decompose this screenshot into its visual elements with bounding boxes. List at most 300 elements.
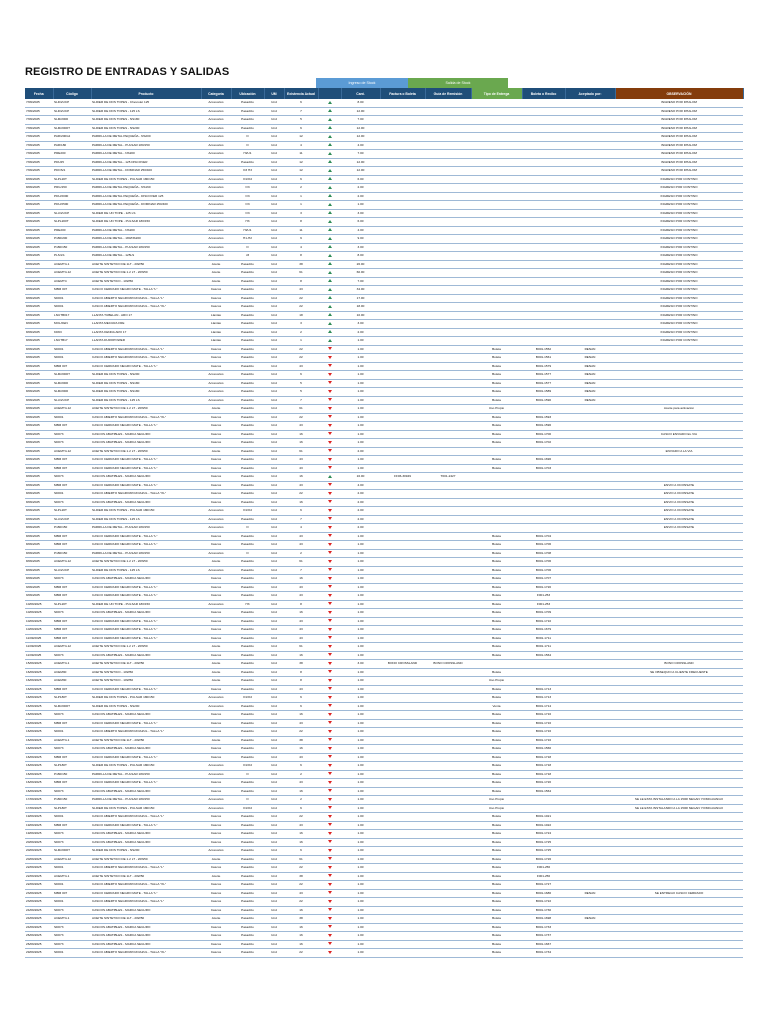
table-cell bbox=[380, 235, 425, 244]
table-cell: Cascos bbox=[201, 413, 231, 422]
table-cell bbox=[522, 668, 565, 677]
table-cell: Pasadizo bbox=[231, 447, 264, 456]
table-cell: 8/09/2025 bbox=[25, 388, 53, 397]
table-cell: Pasadizo bbox=[231, 855, 264, 864]
table-cell: SD001 bbox=[53, 413, 91, 422]
table-cell: SLIDER DE DOS TOPES - 125 LS bbox=[91, 396, 201, 405]
table-cell: 4 bbox=[284, 243, 318, 252]
table-cell bbox=[565, 634, 615, 643]
table-cell: SLIDER DE DOS TOPES - PULSAR 180/150 bbox=[91, 507, 201, 516]
table-cell: SD001 bbox=[53, 813, 91, 822]
table-cell: Pasadizo bbox=[231, 116, 264, 125]
table-cell bbox=[471, 226, 522, 235]
table-cell: CASCO CERRADO NEGRO MATE - TALLA "L" bbox=[91, 456, 201, 465]
table-cell bbox=[380, 532, 425, 541]
table-cell bbox=[565, 898, 615, 907]
table-cell: Boleta bbox=[471, 915, 522, 924]
table-cell bbox=[380, 371, 425, 380]
table-cell: H2U1 bbox=[231, 226, 264, 235]
table-cell: Pasadizo bbox=[231, 320, 264, 329]
table-cell bbox=[425, 464, 471, 473]
table-row bbox=[25, 838, 743, 847]
table-cell: 8/09/2025 bbox=[25, 464, 53, 473]
table-cell bbox=[425, 617, 471, 626]
table-cell: 1.00 bbox=[341, 583, 380, 592]
table-cell bbox=[615, 439, 743, 448]
table-cell: 8/09/2025 bbox=[25, 515, 53, 524]
table-cell: CASCO ABIERTO NEGRO/ROJO/AZUL - TALLA "L" bbox=[91, 345, 201, 354]
table-cell bbox=[522, 498, 565, 507]
table-cell: 6 bbox=[284, 702, 318, 711]
table-cell: Pasadizo bbox=[231, 439, 264, 448]
table-cell: Pasadizo bbox=[231, 388, 264, 397]
table-cell: CASCO CERRADO NEGRO MATE - TALLA "L" bbox=[91, 753, 201, 762]
table-cell bbox=[425, 175, 471, 184]
table-cell: 4.00 bbox=[341, 226, 380, 235]
table-cell: O3 bbox=[231, 201, 264, 210]
table-cell bbox=[380, 558, 425, 567]
table-cell: CASCOS ABATIBLES - MARCA SEGURO bbox=[91, 609, 201, 618]
table-cell bbox=[380, 388, 425, 397]
table-cell: 16 bbox=[284, 651, 318, 660]
arrow-down-icon bbox=[318, 558, 341, 567]
table-cell: B001-1716 bbox=[522, 736, 565, 745]
table-cell: MBM 007 bbox=[53, 592, 91, 601]
table-cell: Accesorios bbox=[201, 770, 231, 779]
table-cell bbox=[522, 677, 565, 686]
table-cell: Pasadizo bbox=[231, 328, 264, 337]
table-cell bbox=[471, 218, 522, 227]
table-row bbox=[25, 643, 743, 652]
column-header: UM bbox=[264, 88, 284, 99]
table-cell bbox=[380, 405, 425, 414]
table-cell: Und bbox=[264, 889, 284, 898]
table-cell bbox=[565, 881, 615, 890]
table-cell: 8/09/2025 bbox=[25, 473, 53, 482]
table-cell: Boleta bbox=[471, 422, 522, 431]
table-cell: 2.00 bbox=[341, 184, 380, 193]
table-cell: Cascos bbox=[201, 583, 231, 592]
table-cell: 16/09/2025 bbox=[25, 677, 53, 686]
table-cell: 12 bbox=[284, 133, 318, 142]
table-cell: ACEITE SINTETICO DE 1.2 LT - 20W50 bbox=[91, 558, 201, 567]
arrow-down-icon bbox=[318, 413, 341, 422]
table-cell: Und bbox=[264, 940, 284, 949]
table-cell bbox=[615, 651, 743, 660]
table-cell bbox=[565, 430, 615, 439]
table-cell bbox=[425, 949, 471, 958]
table-cell: Und bbox=[264, 388, 284, 397]
table-cell: Pasadizo bbox=[231, 898, 264, 907]
table-cell: Und bbox=[264, 864, 284, 873]
table-cell: SD073 bbox=[53, 651, 91, 660]
table-cell bbox=[380, 379, 425, 388]
table-cell: 16/09/2025 bbox=[25, 711, 53, 720]
table-cell: Und bbox=[264, 252, 284, 261]
table-cell: F001-256 bbox=[522, 864, 565, 873]
table-cell bbox=[522, 116, 565, 125]
table-cell: Pasadizo bbox=[231, 736, 264, 745]
table-cell bbox=[380, 328, 425, 337]
table-cell: SD001 bbox=[53, 354, 91, 363]
table-cell: ACEMT4-1 bbox=[53, 660, 91, 669]
table-cell: CASCOS ABATIBLES - MARCA SEGURO bbox=[91, 906, 201, 915]
arrow-up-icon bbox=[318, 201, 341, 210]
table-cell: 7/09/2025 bbox=[25, 141, 53, 150]
table-cell: 15/09/2025 bbox=[25, 660, 53, 669]
arrow-down-icon bbox=[318, 660, 341, 669]
table-cell: 26.00 bbox=[341, 260, 380, 269]
table-cell: 22 bbox=[284, 345, 318, 354]
table-cell: Pasadizo bbox=[231, 864, 264, 873]
table-cell: ACEITE SINTETICO - 10W50 bbox=[91, 277, 201, 286]
table-cell: CASCO CERRADO NEGRO MATE - TALLA "L" bbox=[91, 481, 201, 490]
table-row bbox=[25, 209, 743, 218]
table-cell: Cascos bbox=[201, 532, 231, 541]
table-cell bbox=[615, 787, 743, 796]
table-cell: Accesorios bbox=[201, 549, 231, 558]
table-cell: ACEITE SINTETICO DE 1LT - 20W50 bbox=[91, 872, 201, 881]
table-cell: Cascos bbox=[201, 864, 231, 873]
table-cell: 16/09/2025 bbox=[25, 736, 53, 745]
table-cell: 17/09/2025 bbox=[25, 796, 53, 805]
table-cell: Accesorios bbox=[201, 252, 231, 261]
table-cell bbox=[380, 719, 425, 728]
arrow-up-icon bbox=[318, 277, 341, 286]
table-cell bbox=[615, 354, 743, 363]
table-cell: RENAN bbox=[565, 379, 615, 388]
table-cell bbox=[565, 107, 615, 116]
table-cell: SD073 bbox=[53, 430, 91, 439]
table-cell: B001-1710 bbox=[522, 617, 565, 626]
table-cell bbox=[380, 932, 425, 941]
table-cell bbox=[565, 626, 615, 635]
table-cell: B001-1718 bbox=[522, 770, 565, 779]
table-cell: Cascos bbox=[201, 626, 231, 635]
table-cell bbox=[565, 804, 615, 813]
table-cell: SE ENTREGO CASCO CERRADO bbox=[615, 889, 743, 898]
table-cell: Accesorios bbox=[201, 99, 231, 107]
table-cell: Und bbox=[264, 447, 284, 456]
table-cell: LNUTB017 bbox=[53, 311, 91, 320]
table-cell: MBM 007 bbox=[53, 753, 91, 762]
table-cell: CASCO ENVIADO EL VIA bbox=[615, 430, 743, 439]
table-cell bbox=[380, 796, 425, 805]
table-cell: Cascos bbox=[201, 821, 231, 830]
table-cell bbox=[615, 898, 743, 907]
table-cell bbox=[522, 243, 565, 252]
table-cell: 1.00 bbox=[341, 617, 380, 626]
table-cell: Cascos bbox=[201, 711, 231, 720]
table-cell: 8/09/2025 bbox=[25, 354, 53, 363]
table-cell: SD073 bbox=[53, 439, 91, 448]
table-cell bbox=[380, 762, 425, 771]
table-cell: Boleta bbox=[471, 532, 522, 541]
table-cell: Accesorios bbox=[201, 243, 231, 252]
table-cell: CASCO CERRADO NEGRO MATE - TALLA "L" bbox=[91, 541, 201, 550]
table-cell bbox=[425, 362, 471, 371]
table-cell: CASCO CERRADO NEGRO MATE - TALLA "L" bbox=[91, 889, 201, 898]
table-cell bbox=[471, 337, 522, 346]
table-cell: B001-1724 bbox=[522, 830, 565, 839]
table-cell: INGRESO POR DHALOM bbox=[615, 107, 743, 116]
table-cell: 4.00 bbox=[341, 481, 380, 490]
table-cell: 8/09/2025 bbox=[25, 328, 53, 337]
table-cell: BONO CROSSLAND bbox=[380, 660, 425, 669]
table-cell: SLP180T bbox=[53, 762, 91, 771]
table-cell: Boleta bbox=[471, 651, 522, 660]
table-cell: B001-1726 bbox=[522, 855, 565, 864]
table-cell bbox=[425, 320, 471, 329]
table-cell: 8/09/2025 bbox=[25, 226, 53, 235]
table-cell: Pasadizo bbox=[231, 728, 264, 737]
table-cell bbox=[615, 872, 743, 881]
table-cell bbox=[380, 787, 425, 796]
table-cell: 12.00 bbox=[341, 158, 380, 167]
arrow-up-icon bbox=[318, 99, 341, 107]
table-cell bbox=[565, 286, 615, 295]
table-cell: CASCO CERRADO NEGRO MATE - TALLA "L" bbox=[91, 362, 201, 371]
table-cell: SLPL20T bbox=[53, 507, 91, 516]
table-cell: Und bbox=[264, 711, 284, 720]
table-cell: Uso Propio bbox=[471, 405, 522, 414]
table-cell: Und bbox=[264, 311, 284, 320]
table-cell: 8/09/2025 bbox=[25, 498, 53, 507]
table-cell: Und bbox=[264, 473, 284, 482]
table-cell: 61 bbox=[284, 447, 318, 456]
table-cell: Und bbox=[264, 371, 284, 380]
arrow-down-icon bbox=[318, 566, 341, 575]
table-cell: P180/150 bbox=[53, 243, 91, 252]
arrow-down-icon bbox=[318, 677, 341, 686]
table-cell: Und bbox=[264, 575, 284, 584]
table-cell: 7/09/2025 bbox=[25, 116, 53, 125]
table-cell: Pasadizo bbox=[231, 354, 264, 363]
table-row bbox=[25, 167, 743, 176]
table-cell bbox=[615, 728, 743, 737]
table-cell: O bbox=[231, 796, 264, 805]
table-cell: Boleta bbox=[471, 566, 522, 575]
table-cell: 43 bbox=[284, 719, 318, 728]
table-cell: 7/09/2025 bbox=[25, 158, 53, 167]
table-cell: Cascos bbox=[201, 949, 231, 958]
table-cell: Cascos bbox=[201, 753, 231, 762]
arrow-down-icon bbox=[318, 821, 341, 830]
table-cell: Llantas bbox=[201, 328, 231, 337]
table-cell: 1.00 bbox=[341, 838, 380, 847]
arrow-down-icon bbox=[318, 490, 341, 499]
table-cell bbox=[425, 651, 471, 660]
table-cell: Und bbox=[264, 184, 284, 193]
table-cell bbox=[522, 524, 565, 533]
table-cell bbox=[565, 566, 615, 575]
table-cell: 2.00 bbox=[341, 192, 380, 201]
table-cell: 1.00 bbox=[341, 549, 380, 558]
table-cell: Pasadizo bbox=[231, 626, 264, 635]
table-cell bbox=[380, 218, 425, 227]
table-cell: 7 bbox=[284, 515, 318, 524]
table-cell: B001-1702 bbox=[522, 439, 565, 448]
table-cell: INGRESO POR CONTINO bbox=[615, 175, 743, 184]
table-row bbox=[25, 949, 743, 958]
table-cell: Und bbox=[264, 354, 284, 363]
table-cell: CASCO ABIERTO NEGRO/ROJO/AZUL - TALLA "XL" bbox=[91, 354, 201, 363]
table-cell: B001-1706 bbox=[522, 558, 565, 567]
table-cell: O3 bbox=[231, 192, 264, 201]
table-cell: 1.00 bbox=[341, 796, 380, 805]
table-cell: Pasadizo bbox=[231, 337, 264, 346]
table-cell: 11 bbox=[284, 226, 318, 235]
table-cell: ACEITE SINTETICO DE 1.2 LT - 20W50 bbox=[91, 269, 201, 278]
table-cell: Accesorios bbox=[201, 158, 231, 167]
table-row bbox=[25, 464, 743, 473]
table-cell: 23/09/2025 bbox=[25, 898, 53, 907]
table-cell: Accesorios bbox=[201, 141, 231, 150]
table-cell: CASCO CERRADO NEGRO MATE - TALLA "L" bbox=[91, 626, 201, 635]
table-cell: INGRESO POR CONTINO bbox=[615, 209, 743, 218]
table-cell: Pasadizo bbox=[231, 430, 264, 439]
table-row bbox=[25, 583, 743, 592]
table-cell: Und bbox=[264, 923, 284, 932]
table-cell: B001-1716 bbox=[522, 728, 565, 737]
table-cell: Boleta bbox=[471, 949, 522, 958]
column-header: Tipo de Entrega bbox=[471, 88, 522, 99]
table-cell: ACEMT4-12 bbox=[53, 558, 91, 567]
table-cell: Cascos bbox=[201, 422, 231, 431]
arrow-up-icon bbox=[318, 294, 341, 303]
table-cell: INGRESO POR CONTINO bbox=[615, 286, 743, 295]
table-cell: 1.00 bbox=[341, 906, 380, 915]
table-cell: Und bbox=[264, 600, 284, 609]
table-cell: Cascos bbox=[201, 345, 231, 354]
table-cell bbox=[522, 481, 565, 490]
table-cell: Cascos bbox=[201, 889, 231, 898]
table-cell: 10/09/2025 bbox=[25, 626, 53, 635]
table-cell bbox=[615, 813, 743, 822]
table-cell: Und bbox=[264, 906, 284, 915]
table-cell: 1.00 bbox=[341, 337, 380, 346]
table-cell bbox=[425, 311, 471, 320]
table-cell bbox=[565, 864, 615, 873]
table-cell: 6 bbox=[284, 847, 318, 856]
table-cell: Pasadizo bbox=[231, 609, 264, 618]
table-cell: 16 bbox=[284, 940, 318, 949]
table-cell: Pasadizo bbox=[231, 575, 264, 584]
table-cell: MBM 007 bbox=[53, 889, 91, 898]
table-cell bbox=[565, 507, 615, 516]
column-header: Categoría bbox=[201, 88, 231, 99]
table-cell: CASCO ABIERTO NEGRO/ROJO/AZUL - TALLA "L" bbox=[91, 898, 201, 907]
table-cell: Boleta bbox=[471, 388, 522, 397]
table-cell: INGRESO POR CONTINO bbox=[615, 277, 743, 286]
table-cell: SLPL200T bbox=[53, 218, 91, 227]
table-cell: Und bbox=[264, 430, 284, 439]
table-row bbox=[25, 600, 743, 609]
arrow-up-icon bbox=[318, 473, 341, 482]
table-cell: 19/09/2025 bbox=[25, 813, 53, 822]
table-cell: 43 bbox=[284, 753, 318, 762]
table-cell: INGRESO POR CONTINO bbox=[615, 269, 743, 278]
table-row bbox=[25, 609, 743, 618]
table-cell: Cascos bbox=[201, 881, 231, 890]
table-cell: B001-1733 bbox=[522, 923, 565, 932]
table-cell: SLM/2000T bbox=[53, 124, 91, 133]
table-cell: 1.00 bbox=[341, 830, 380, 839]
table-cell: Und bbox=[264, 201, 284, 210]
table-cell: 8/09/2025 bbox=[25, 175, 53, 184]
table-cell: Boleta bbox=[471, 923, 522, 932]
table-cell: O bbox=[231, 133, 264, 142]
table-cell: INGRESO POR CONTINO bbox=[615, 294, 743, 303]
table-cell: B001-1737 bbox=[522, 932, 565, 941]
table-cell bbox=[425, 515, 471, 524]
table-cell bbox=[565, 252, 615, 261]
table-cell: B001-1711 bbox=[522, 643, 565, 652]
table-cell bbox=[425, 507, 471, 516]
table-cell: Boleta bbox=[471, 753, 522, 762]
table-cell bbox=[380, 507, 425, 516]
table-cell bbox=[425, 830, 471, 839]
table-cell: B001-1703 bbox=[522, 464, 565, 473]
table-cell: O bbox=[231, 770, 264, 779]
table-cell: Und bbox=[264, 728, 284, 737]
table-cell bbox=[425, 422, 471, 431]
table-cell: PRE200 bbox=[53, 226, 91, 235]
table-cell bbox=[565, 940, 615, 949]
table-cell: Und bbox=[264, 736, 284, 745]
table-row bbox=[25, 320, 743, 329]
table-row bbox=[25, 184, 743, 193]
table-cell: B001-1679 bbox=[522, 626, 565, 635]
table-row bbox=[25, 770, 743, 779]
table-cell: Aceite bbox=[201, 405, 231, 414]
table-cell bbox=[615, 600, 743, 609]
table-cell: 2 bbox=[284, 184, 318, 193]
arrow-down-icon bbox=[318, 481, 341, 490]
arrow-down-icon bbox=[318, 532, 341, 541]
table-row bbox=[25, 651, 743, 660]
table-cell bbox=[565, 464, 615, 473]
table-cell bbox=[471, 286, 522, 295]
table-cell bbox=[565, 422, 615, 431]
table-cell bbox=[380, 549, 425, 558]
table-cell bbox=[522, 209, 565, 218]
table-cell bbox=[471, 311, 522, 320]
arrow-down-icon bbox=[318, 711, 341, 720]
table-row bbox=[25, 133, 743, 142]
table-cell: 43 bbox=[284, 286, 318, 295]
arrow-down-icon bbox=[318, 949, 341, 958]
table-cell: 43 bbox=[284, 592, 318, 601]
table-cell: Boleta bbox=[471, 694, 522, 703]
table-cell: Und bbox=[264, 592, 284, 601]
table-cell: Und bbox=[264, 583, 284, 592]
table-cell: B001-1706 bbox=[522, 541, 565, 550]
table-cell bbox=[380, 99, 425, 107]
table-cell: Und bbox=[264, 549, 284, 558]
table-cell: Boleta bbox=[471, 728, 522, 737]
table-cell: PDOS/1 bbox=[53, 167, 91, 176]
table-cell: Boleta bbox=[471, 847, 522, 856]
table-cell: CASCO CERRADO NEGRO MATE - TALLA "L" bbox=[91, 286, 201, 295]
table-row bbox=[25, 473, 743, 482]
table-cell: B001-1722 bbox=[522, 898, 565, 907]
table-cell: 8/09/2025 bbox=[25, 243, 53, 252]
table-cell bbox=[565, 226, 615, 235]
table-cell bbox=[565, 668, 615, 677]
table-cell bbox=[471, 303, 522, 312]
table-cell: SD001 bbox=[53, 728, 91, 737]
